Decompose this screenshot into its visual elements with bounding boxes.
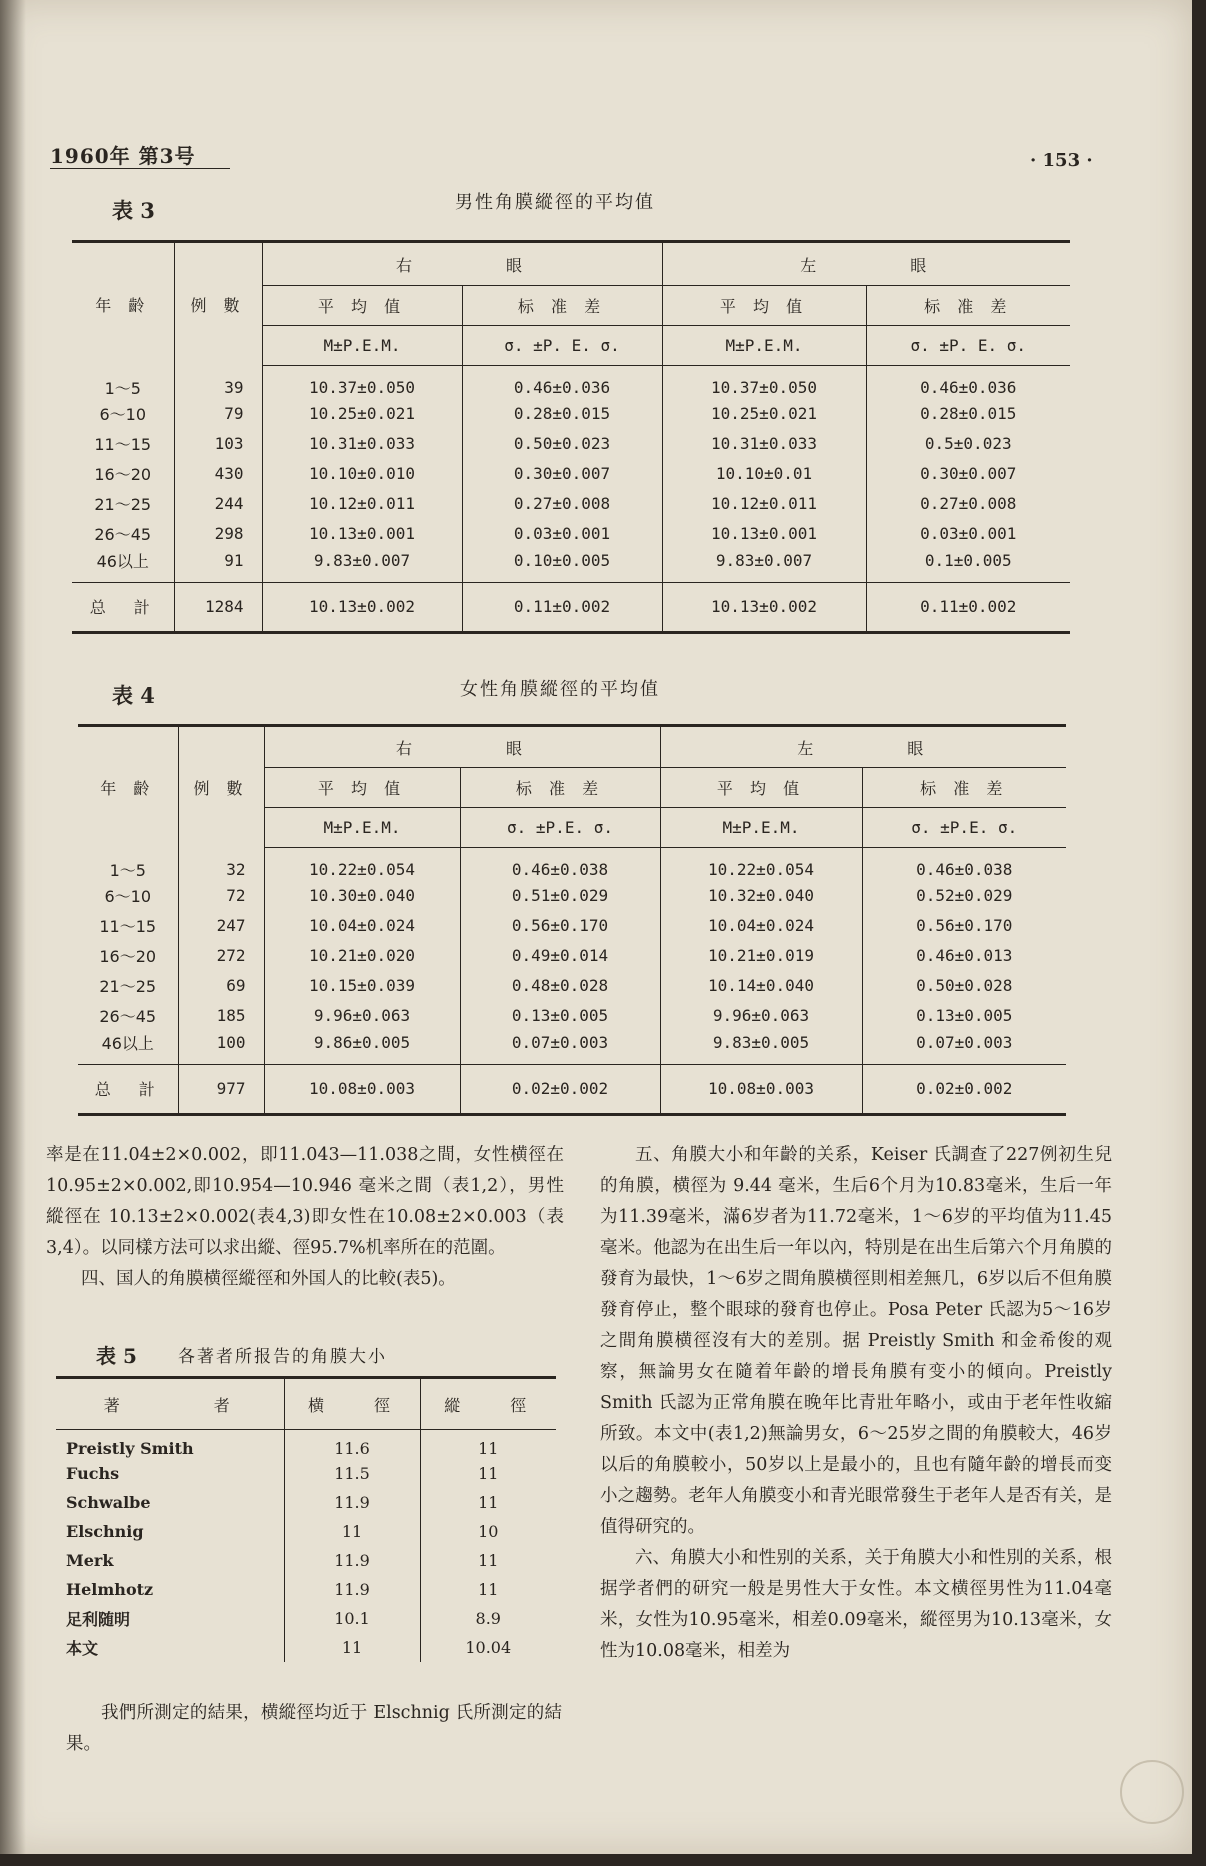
header-underline: [50, 168, 230, 169]
table-row: [56, 1517, 556, 1546]
t4-r-sd-unit: σ. ±P.E. σ.: [460, 808, 660, 848]
table-row: [72, 519, 1070, 549]
total-cell-n: 977: [178, 1064, 264, 1114]
t3-l-sd-header: 标 准 差: [866, 286, 1070, 326]
left-column: [46, 1140, 564, 1295]
table-row: [72, 429, 1070, 459]
t3-r-mean-unit: M±P.E.M.: [262, 326, 462, 366]
cell-n: 100: [178, 1031, 264, 1065]
cell-n: 103: [174, 429, 262, 459]
total-cell-age: 总 計: [78, 1064, 178, 1114]
cell-r_sd: 0.03±0.001: [462, 519, 662, 549]
t4-left-eye-header: 左 眼: [660, 726, 1066, 768]
cell-l_sd: 0.50±0.028: [916, 976, 1013, 995]
cell-r_sd: 0.48±0.028: [460, 971, 660, 1001]
cell-n: 91: [174, 549, 262, 583]
cell-l_mean: 9.96±0.063: [660, 1001, 862, 1031]
cell-l_sd: 0.03±0.001: [920, 524, 1017, 543]
table5-title: 各著者所报告的角膜大小: [178, 1347, 387, 1367]
total-row: [72, 582, 1070, 632]
cell-r_mean: 10.13±0.001: [262, 519, 462, 549]
cell-l_mean: 10.14±0.040: [660, 971, 862, 1001]
t5-v-header: 縱 徑: [420, 1378, 556, 1430]
table-row: [56, 1604, 556, 1633]
cell-l_sd: 0.5±0.023: [924, 434, 1012, 453]
cell-h: 11.5: [284, 1459, 420, 1488]
cell-author: Merk: [56, 1546, 284, 1575]
t4-r-mean-header: 平 均 值: [264, 768, 460, 808]
cell-h: 11.9: [284, 1575, 420, 1604]
table-row: [56, 1575, 556, 1604]
cell-h: 11.6: [284, 1430, 420, 1459]
cell-n: 430: [174, 459, 262, 489]
t3-body: [72, 366, 1070, 633]
cell-l_sd: 0.46±0.036: [920, 377, 1017, 397]
cell-age: 26～45: [72, 519, 174, 549]
cell-n: 69: [178, 971, 264, 1001]
watermark-stamp: [1120, 1760, 1184, 1824]
cell-r_mean: 9.83±0.007: [262, 549, 462, 583]
cell-r_sd: 0.27±0.008: [462, 489, 662, 519]
cell-l_sd: 0.46±0.038: [916, 859, 1013, 879]
cell-n: 298: [174, 519, 262, 549]
table-row: [72, 366, 1070, 399]
table-row: [78, 1001, 1066, 1031]
table4: [78, 724, 1066, 1116]
cell-l_mean: 9.83±0.005: [660, 1031, 862, 1065]
left-column-conclusion: [66, 1698, 562, 1760]
t3-l-sd-unit: σ. ±P. E. σ.: [866, 326, 1070, 366]
t3-l-mean-unit: M±P.E.M.: [662, 326, 866, 366]
cell-l_mean: 10.13±0.001: [662, 519, 866, 549]
cell-r_sd: 0.49±0.014: [460, 941, 660, 971]
total-cell-r_sd: 0.11±0.002: [462, 582, 662, 632]
cell-n: 39: [174, 366, 262, 399]
cell-h: 11: [284, 1633, 420, 1662]
total-cell-l_sd: 0.02±0.002: [862, 1064, 1066, 1114]
cell-age: 11～15: [78, 911, 178, 941]
cell-r_mean: 9.86±0.005: [264, 1031, 460, 1065]
cell-r_mean: 10.37±0.050: [262, 366, 462, 399]
cell-r_mean: 9.96±0.063: [264, 1001, 460, 1031]
right-column: [600, 1140, 1112, 1667]
cell-n: 247: [178, 911, 264, 941]
cell-l_sd: 0.1±0.005: [866, 549, 1070, 583]
t3-r-sd-header: 标 准 差: [462, 286, 662, 326]
cell-l_mean: 10.31±0.033: [662, 429, 866, 459]
cell-l_mean: 10.32±0.040: [660, 881, 862, 911]
cell-r_sd: 0.13±0.005: [460, 1001, 660, 1031]
total-cell-r_sd: 0.02±0.002: [460, 1064, 660, 1114]
total-cell-l_mean: 10.13±0.002: [662, 582, 866, 632]
cell-l_mean: 10.22±0.054: [660, 848, 862, 881]
cell-r_sd: 0.50±0.023: [462, 429, 662, 459]
cell-author: 足利随明: [56, 1604, 284, 1633]
total-cell-n: 1284: [174, 582, 262, 632]
table-row: [78, 881, 1066, 911]
t4-l-mean-unit: M±P.E.M.: [660, 808, 862, 848]
cell-l_sd: 0.30±0.007: [920, 464, 1017, 483]
cell-r_sd: 0.30±0.007: [462, 459, 662, 489]
cell-l_mean: 10.25±0.021: [662, 399, 866, 429]
issue-label: 1960年 第3号: [50, 144, 196, 168]
cell-h: 11.9: [284, 1488, 420, 1517]
cell-v: 8.9: [475, 1608, 501, 1628]
total-cell-l_sd: 0.11±0.002: [866, 582, 1070, 632]
cell-n: 32: [178, 848, 264, 881]
left-para-2: 四、国人的角膜横徑縱徑和外国人的比較(表5)。: [81, 1269, 456, 1289]
cell-age: 16～20: [78, 941, 178, 971]
table-row: [56, 1488, 556, 1517]
t3-r-sd-unit: σ. ±P. E. σ.: [462, 326, 662, 366]
cell-age: 1～5: [78, 848, 178, 881]
cell-v: 11: [478, 1579, 499, 1599]
t4-right-eye-header: 右 眼: [264, 726, 660, 768]
cell-r_sd: 0.51±0.029: [460, 881, 660, 911]
cell-r_mean: 10.21±0.020: [264, 941, 460, 971]
cell-l_mean: 10.21±0.019: [660, 941, 862, 971]
cell-v: 11: [478, 1492, 499, 1512]
cell-l_sd: 0.46±0.013: [916, 946, 1013, 965]
table-row: [56, 1430, 556, 1459]
cell-age: 46以上: [78, 1031, 178, 1065]
cell-l_mean: 10.37±0.050: [662, 366, 866, 399]
total-cell-r_mean: 10.13±0.002: [262, 582, 462, 632]
cell-author: Preistly Smith: [56, 1430, 284, 1459]
cell-v: 10: [478, 1521, 499, 1541]
t3-r-mean-header: 平 均 值: [262, 286, 462, 326]
cell-l_mean: 10.04±0.024: [660, 911, 862, 941]
table5: [56, 1376, 556, 1662]
total-row: [78, 1064, 1066, 1114]
table-row: [78, 911, 1066, 941]
cell-author: Fuchs: [56, 1459, 284, 1488]
page-number: · 153 ·: [1030, 150, 1093, 171]
table-row: [78, 848, 1066, 881]
cell-n: 79: [174, 399, 262, 429]
table-row: [78, 1031, 1066, 1065]
table3-label: 表 3: [112, 198, 155, 223]
table-row: [72, 489, 1070, 519]
cell-l_sd: 0.52±0.029: [916, 886, 1013, 905]
cell-n: 244: [174, 489, 262, 519]
cell-r_mean: 10.12±0.011: [262, 489, 462, 519]
t5-body: [56, 1430, 556, 1662]
cell-r_mean: 10.15±0.039: [264, 971, 460, 1001]
left-para-3: 我們所測定的結果，横縱徑均近于 Elschnig 氏所測定的結果。: [66, 1703, 562, 1754]
cell-h: 11.9: [284, 1546, 420, 1575]
cell-r_sd: 0.07±0.003: [460, 1031, 660, 1065]
page-gutter-shadow: [0, 0, 26, 1854]
cell-l_sd: 0.27±0.008: [920, 494, 1017, 513]
cell-l_sd: 0.28±0.015: [920, 404, 1017, 423]
t4-body: [78, 848, 1066, 1115]
cell-age: 46以上: [72, 549, 174, 583]
t5-author-header: 著 者: [56, 1378, 284, 1430]
table4-title: 女性角膜縱徑的平均值: [460, 679, 660, 700]
t4-count-header: 例 數: [178, 726, 264, 848]
cell-age: 16～20: [72, 459, 174, 489]
t4-l-sd-header: 标 准 差: [862, 768, 1066, 808]
total-cell-l_mean: 10.08±0.003: [660, 1064, 862, 1114]
cell-h: 11: [284, 1517, 420, 1546]
t5-h-header: 横 徑: [284, 1378, 420, 1430]
t4-r-sd-header: 标 准 差: [460, 768, 660, 808]
cell-r_mean: 10.10±0.010: [262, 459, 462, 489]
table-row: [72, 549, 1070, 583]
cell-l_sd: 0.56±0.170: [916, 916, 1013, 935]
t4-l-sd-unit: σ. ±P.E. σ.: [862, 808, 1066, 848]
cell-l_mean: 10.10±0.01: [662, 459, 866, 489]
cell-r_sd: 0.28±0.015: [462, 399, 662, 429]
cell-v: 11: [478, 1550, 499, 1570]
table-row: [78, 971, 1066, 1001]
cell-n: 272: [178, 941, 264, 971]
right-para-1: 五、角膜大小和年齡的关系，Keiser 氏調查了227例初生兒的角膜，横徑为 9.44 毫米，生后6个月为10.83毫米，生后一年为11.39毫米，滿6岁者为11.72毫米，1～6岁的平均值为11.45毫米。他認为在出生后一年以內，特別是在出生后第六个月角膜的發育为最快，1～6岁之間角膜横徑則相差無几，6岁以后不但角膜發育停止，整个眼球的發育也停止。Posa Peter 氏認为5～16岁之間角膜横徑沒有大的差別。据 Preistly Smith 和金希俊的观察，無論男女在隨着年齡的增長角膜有变小的傾向。Preistly Smith 氏認为正常角膜在晚年比青壯年略小，或由于老年性收縮所致。本文中(表1,2)無論男女，6～25岁之間的角膜較大，46岁以后的角膜較小，50岁以上是最小的，且也有隨年齡的增長而变小之趨勢。老年人角膜变小和青光眼常發生于老年人是否有关，是值得研究的。: [600, 1145, 1112, 1537]
cell-age: 26～45: [78, 1001, 178, 1031]
table-row: [72, 459, 1070, 489]
left-para-1: 率是在11.04±2×0.002，即11.043—11.038之間，女性横徑在10.95±2×0.002,即10.954—10.946 毫米之間（表1,2），男性縱徑在 10.13±2×0.002(表4,3)即女性在10.08±2×0.003（表3,4）。以同樣方法可以求出縱、徑95.7%机率所在的范圍。: [46, 1145, 564, 1258]
t3-count-header: 例 數: [174, 242, 262, 366]
cell-l_mean: 9.83±0.007: [662, 549, 866, 583]
cell-r_mean: 10.31±0.033: [262, 429, 462, 459]
table3: [72, 240, 1070, 634]
table-row: [56, 1459, 556, 1488]
running-header-left: [50, 140, 196, 169]
cell-r_sd: 0.10±0.005: [462, 549, 662, 583]
t4-r-mean-unit: M±P.E.M.: [264, 808, 460, 848]
cell-age: 1～5: [72, 366, 174, 399]
cell-n: 185: [178, 1001, 264, 1031]
cell-l_sd: 0.13±0.005: [916, 1006, 1013, 1025]
cell-r_sd: 0.46±0.036: [462, 366, 662, 399]
total-cell-r_mean: 10.08±0.003: [264, 1064, 460, 1114]
cell-l_sd: 0.07±0.003: [862, 1031, 1066, 1065]
cell-age: 21～25: [78, 971, 178, 1001]
cell-author: Schwalbe: [56, 1488, 284, 1517]
t3-age-header: 年 齡: [72, 242, 174, 366]
cell-age: 11～15: [72, 429, 174, 459]
table-row: [78, 941, 1066, 971]
cell-age: 21～25: [72, 489, 174, 519]
cell-l_mean: 10.12±0.011: [662, 489, 866, 519]
table3-title: 男性角膜縱徑的平均值: [455, 192, 655, 213]
table4-label: 表 4: [112, 683, 155, 708]
table5-label: 表 5: [96, 1344, 137, 1368]
total-cell-age: 总 計: [72, 582, 174, 632]
cell-h: 10.1: [284, 1604, 420, 1633]
cell-v: 11: [478, 1463, 499, 1483]
cell-v: 11: [478, 1438, 499, 1458]
t4-age-header: 年 齡: [78, 726, 178, 848]
cell-author: 本文: [56, 1633, 284, 1662]
table-row: [56, 1546, 556, 1575]
cell-age: 6～10: [78, 881, 178, 911]
right-para-2: 六、角膜大小和性别的关系，关于角膜大小和性別的关系，根据学者們的研究一般是男性大于女性。本文横徑男性为11.04毫米，女性为10.95毫米，相差0.09毫米，縱徑男为10.13毫米，女性为10.08毫米，相差为: [600, 1548, 1112, 1661]
table-row: [56, 1633, 556, 1662]
t3-right-eye-header: 右 眼: [262, 242, 662, 286]
cell-r_sd: 0.56±0.170: [460, 911, 660, 941]
t3-left-eye-header: 左 眼: [662, 242, 1070, 286]
cell-r_mean: 10.04±0.024: [264, 911, 460, 941]
cell-author: Helmhotz: [56, 1575, 284, 1604]
cell-n: 72: [178, 881, 264, 911]
cell-r_mean: 10.25±0.021: [262, 399, 462, 429]
t3-l-mean-header: 平 均 值: [662, 286, 866, 326]
cell-age: 6～10: [72, 399, 174, 429]
table-row: [72, 399, 1070, 429]
t4-l-mean-header: 平 均 值: [660, 768, 862, 808]
cell-v: 10.04: [465, 1637, 512, 1657]
cell-r_sd: 0.46±0.038: [460, 848, 660, 881]
cell-r_mean: 10.22±0.054: [264, 848, 460, 881]
cell-r_mean: 10.30±0.040: [264, 881, 460, 911]
cell-author: Elschnig: [56, 1517, 284, 1546]
